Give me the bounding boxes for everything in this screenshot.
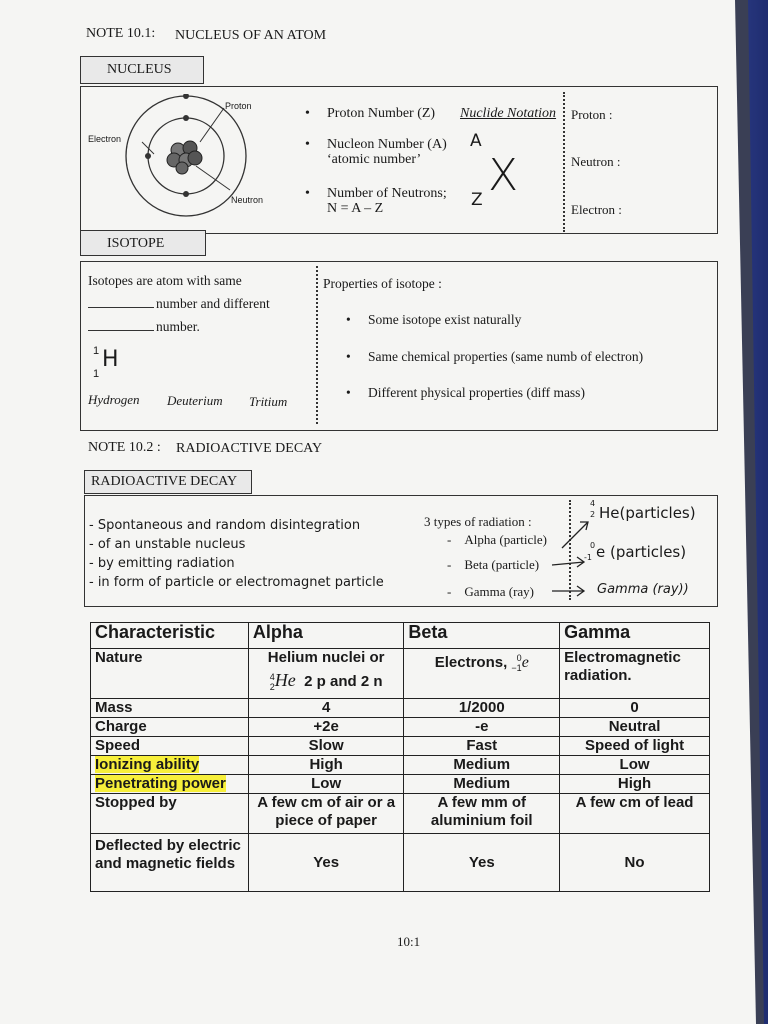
col-header: Gamma bbox=[560, 623, 710, 649]
electron-dot bbox=[183, 191, 189, 197]
highlighted-label: Penetrating power bbox=[95, 775, 226, 792]
radiation-type-beta: - Beta (particle) bbox=[447, 557, 540, 572]
alpha-cell: 4 bbox=[248, 699, 404, 718]
isotope-prop: • Same chemical properties (same numb of electron) bbox=[368, 349, 643, 365]
alpha-nature-text: Helium nuclei or bbox=[267, 649, 385, 666]
electron-count-label: Electron : bbox=[571, 202, 622, 217]
radiation-table bbox=[90, 622, 710, 892]
proton-label: Proton bbox=[225, 101, 252, 111]
table-row bbox=[91, 756, 710, 775]
table-row bbox=[91, 737, 710, 756]
nucleus-divider bbox=[563, 92, 565, 232]
section-tab-radioactive-decay: RADIOACTIVE DECAY bbox=[84, 470, 252, 494]
beta-cell: -e bbox=[404, 718, 560, 737]
alpha-cell: A few cm of air or a piece of paper bbox=[248, 794, 404, 834]
neutron-pointer bbox=[196, 166, 230, 190]
highlighted-label: Ionizing ability bbox=[95, 756, 200, 773]
nuclide-z: Z bbox=[471, 190, 483, 210]
hydrogen-symbol: H bbox=[102, 347, 119, 372]
table-row bbox=[91, 649, 710, 699]
electron-dot bbox=[145, 153, 151, 159]
nucleus-cluster bbox=[167, 141, 202, 174]
electron-label: Electron bbox=[88, 134, 122, 144]
table-header-row bbox=[91, 623, 710, 649]
isotope-prop: • Some isotope exist naturally bbox=[368, 312, 521, 328]
blank-line bbox=[88, 330, 154, 331]
beta-cell: Medium bbox=[404, 775, 560, 794]
page-number: 10:1 bbox=[397, 934, 421, 949]
col-header: Alpha bbox=[248, 623, 404, 649]
table-row bbox=[91, 775, 710, 794]
beta-cell: A few mm of aluminium foil bbox=[404, 794, 560, 834]
table-row bbox=[91, 718, 710, 737]
gamma-cell: No bbox=[560, 834, 710, 892]
note-code: NOTE 10.1: bbox=[86, 26, 156, 41]
hydrogen-mass-number: 1 bbox=[93, 345, 100, 357]
gamma-cell: High bbox=[560, 775, 710, 794]
isotope-def-line2: number and different bbox=[88, 296, 270, 312]
hw-alpha-num: 2 bbox=[590, 510, 596, 519]
beta-cell: Yes bbox=[404, 834, 560, 892]
beta-cell: 1/2000 bbox=[404, 699, 560, 718]
neutron-formula: N = A – Z bbox=[327, 201, 384, 216]
beta-cell: Fast bbox=[404, 737, 560, 756]
row-label: Charge bbox=[91, 718, 249, 737]
decay-definition bbox=[89, 516, 384, 592]
row-label: Deflected by electric and magnetic fields bbox=[91, 834, 249, 892]
gamma-cell: Low bbox=[560, 756, 710, 775]
isotope-prop: • Different physical properties (diff mass) bbox=[368, 385, 585, 401]
isotope-divider bbox=[316, 266, 318, 424]
hydrogen-atomic-number: 1 bbox=[93, 368, 100, 380]
col-header: Characteristic bbox=[91, 623, 249, 649]
proton-pointer bbox=[200, 108, 224, 142]
isotope-def-line1: Isotopes are atom with same bbox=[88, 273, 242, 288]
note-code: NOTE 10.2 : bbox=[88, 440, 161, 455]
table-row bbox=[91, 834, 710, 892]
hw-beta-num: -1 bbox=[584, 553, 592, 562]
hw-beta-mass: 0 bbox=[590, 541, 596, 550]
note-title: NUCLEUS OF AN ATOM bbox=[175, 28, 327, 43]
alpha-cell: Low bbox=[248, 775, 404, 794]
col-header: Beta bbox=[404, 623, 560, 649]
row-label-highlighted bbox=[91, 775, 249, 794]
nuclide-notation-title: Nuclide Notation bbox=[460, 106, 557, 121]
row-label: Nature bbox=[91, 649, 249, 699]
decay-def-line: - by emitting radiation bbox=[89, 556, 235, 571]
gamma-cell: Neutral bbox=[560, 718, 710, 737]
gamma-cell: A few cm of lead bbox=[560, 794, 710, 834]
table-row bbox=[91, 794, 710, 834]
row-label: Stopped by bbox=[91, 794, 249, 834]
row-label: Mass bbox=[91, 699, 249, 718]
electron-dot bbox=[183, 115, 189, 121]
nucleon-number-bullet: • Nucleon Number (A) bbox=[327, 137, 447, 153]
neutron-label: Neutron bbox=[231, 195, 264, 205]
decay-def-line: - Spontaneous and random disintegration bbox=[89, 518, 361, 533]
blank-line bbox=[88, 307, 154, 308]
isotope-name-tritium: Tritium bbox=[249, 394, 288, 409]
gamma-cell: Speed of light bbox=[560, 737, 710, 756]
section-tab-isotope: ISOTOPE bbox=[80, 230, 206, 256]
hw-alpha-mass: 4 bbox=[590, 499, 596, 508]
isotope-name-deuterium: Deuterium bbox=[167, 393, 223, 408]
alpha-cell: High bbox=[248, 756, 404, 775]
isotope-def-line3: number. bbox=[88, 319, 200, 335]
beta-cell: Medium bbox=[404, 756, 560, 775]
isotope-name-hydrogen: Hydrogen bbox=[88, 392, 140, 407]
electron-dot bbox=[183, 94, 189, 99]
nuclide-a: A bbox=[470, 131, 482, 151]
radiation-type-gamma: - Gamma (ray) bbox=[447, 584, 535, 599]
proton-count-label: Proton : bbox=[571, 107, 613, 122]
section-tab-nucleus: NUCLEUS bbox=[80, 56, 204, 84]
beta-nature-cell: Electrons, 0 −1e bbox=[404, 649, 560, 699]
gamma-cell: 0 bbox=[560, 699, 710, 718]
isotope-props-title: Properties of isotope : bbox=[323, 276, 442, 291]
gamma-nature-cell: Electromagnetic radiation. bbox=[560, 649, 710, 699]
radiation-types-title: 3 types of radiation : bbox=[424, 514, 532, 529]
alpha-cell: Yes bbox=[248, 834, 404, 892]
proton-number-bullet: • Proton Number (Z) bbox=[327, 106, 435, 122]
radiation-type-alpha: - Alpha (particle) bbox=[447, 532, 547, 547]
nuclide-x: X bbox=[488, 150, 519, 201]
neutron-number-bullet: • Number of Neutrons; bbox=[327, 186, 447, 202]
hw-beta: e (particles) bbox=[596, 543, 687, 561]
table-row bbox=[91, 699, 710, 718]
hw-gamma: Gamma (ray)) bbox=[597, 582, 689, 597]
alpha-cell: Slow bbox=[248, 737, 404, 756]
decay-def-line: - of an unstable nucleus bbox=[89, 537, 246, 552]
row-label-highlighted bbox=[91, 756, 249, 775]
atomic-number-note: ‘atomic number’ bbox=[327, 152, 422, 167]
row-label: Speed bbox=[91, 737, 249, 756]
note-title: RADIOACTIVE DECAY bbox=[176, 441, 323, 456]
alpha-cell: +2e bbox=[248, 718, 404, 737]
decay-def-line: - in form of particle or electromagnet particle bbox=[89, 575, 384, 590]
alpha-nature-symbol: 4 2He 2 p and 2 n bbox=[269, 670, 383, 693]
hw-alpha: He(particles) bbox=[599, 504, 696, 522]
alpha-nature-cell bbox=[248, 649, 404, 699]
neutron-count-label: Neutron : bbox=[571, 154, 621, 169]
